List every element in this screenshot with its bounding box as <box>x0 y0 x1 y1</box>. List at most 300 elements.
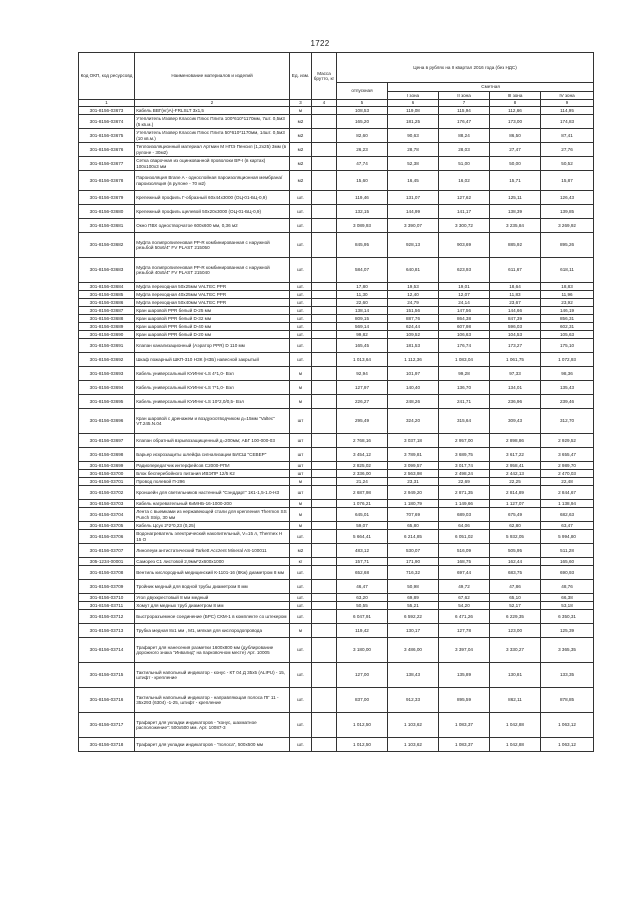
table-row <box>79 367 594 381</box>
cell-name: Кабель ВВГ(нг)А)-FRLSLT 3х1,5 <box>135 107 290 115</box>
cell-price-zone-2: 19,01 <box>439 283 490 291</box>
cell-unit: шт. <box>290 258 312 283</box>
cell-price-wholesale: 2 825,02 <box>337 462 388 470</box>
table-row <box>79 558 594 566</box>
cell-unit: шт. <box>290 291 312 299</box>
cell-price-zone-1: 1 112,36 <box>388 353 439 367</box>
cell-name: Пароизоляция Brane A - однослойная пароизоляционная мембрана/пароизоляция (в рулоне - 70 м2) <box>135 171 290 191</box>
table-row <box>79 580 594 594</box>
cell-price-zone-2: 6 051,02 <box>439 530 490 544</box>
cell-code: 301-8156-03697 <box>79 434 135 448</box>
cell-price-zone-2: 22,69 <box>439 478 490 486</box>
cell-price-zone-3: 123,00 <box>490 624 541 638</box>
cell-mass <box>312 205 337 219</box>
cell-unit: м <box>290 478 312 486</box>
cell-price-zone-3: 1 042,88 <box>490 713 541 738</box>
cell-code: 301-8156-03675 <box>79 129 135 143</box>
cell-price-zone-1: 716,32 <box>388 566 439 580</box>
cell-price-zone-4: 174,83 <box>541 115 594 129</box>
cell-price-zone-2: 127,62 <box>439 191 490 205</box>
cell-price-zone-4: 126,43 <box>541 191 594 205</box>
cell-price-zone-1: 24,79 <box>388 299 439 307</box>
cell-name: Клапан канализационный (Аэратор PPR) D 110 мм <box>135 339 290 353</box>
cell-price-zone-3: 2 898,86 <box>490 434 541 448</box>
cell-price-zone-2: 697,44 <box>439 566 490 580</box>
cell-price-zone-2: 689,03 <box>439 508 490 522</box>
cell-price-zone-3: 11,83 <box>490 291 541 299</box>
cell-price-zone-1: 69,89 <box>388 594 439 602</box>
cell-unit: шт. <box>290 688 312 713</box>
cell-price-zone-4: 18,83 <box>541 283 594 291</box>
header-mass: Масса брутто, кг <box>312 53 337 100</box>
cell-price-zone-1: 140,40 <box>388 381 439 395</box>
table-row <box>79 323 594 331</box>
cell-code: 301-8156-03676 <box>79 143 135 157</box>
cell-price-zone-2: 864,38 <box>439 315 490 323</box>
cell-code: 301-8156-03718 <box>79 738 135 752</box>
cell-price-wholesale: 46,47 <box>337 580 388 594</box>
cell-price-zone-3: 6 229,35 <box>490 610 541 624</box>
cell-price-wholesale: 652,68 <box>337 566 388 580</box>
cell-price-zone-3: 112,66 <box>490 107 541 115</box>
cell-mass <box>312 713 337 738</box>
cell-code: 301-8156-03695 <box>79 395 135 409</box>
cell-mass <box>312 115 337 129</box>
cell-price-zone-2: 3 017,74 <box>439 462 490 470</box>
cell-price-zone-1: 928,13 <box>388 233 439 258</box>
cell-price-zone-3: 23,67 <box>490 299 541 307</box>
cell-price-zone-2: 176,47 <box>439 115 490 129</box>
cell-price-zone-4: 602,31 <box>541 323 594 331</box>
cell-price-zone-4: 511,28 <box>541 544 594 558</box>
table-row <box>79 713 594 738</box>
cell-mass <box>312 544 337 558</box>
cell-name: Кран шаровой с дренажем и воздухоотводчиком д=15мм "Valtec" VT.245.N.04 <box>135 409 290 434</box>
cell-code: 301-8156-03709 <box>79 580 135 594</box>
cell-price-zone-3: 52,17 <box>490 602 541 610</box>
table-row <box>79 602 594 610</box>
cell-name: Трафарет для укладки индикаторов - "полоса", 500х500 мм <box>135 738 290 752</box>
cell-unit: кг <box>290 558 312 566</box>
cell-price-zone-3: 173,27 <box>490 339 541 353</box>
cell-price-zone-3: 173,00 <box>490 115 541 129</box>
cell-price-zone-4: 165,60 <box>541 558 594 566</box>
cell-name: Сетка сварочная из оцинкованной проволоки ВР-I (в картах) 100х100х3 мм <box>135 157 290 171</box>
cell-price-zone-4: 98,36 <box>541 367 594 381</box>
cell-price-zone-4: 125,39 <box>541 624 594 638</box>
cell-price-zone-3: 144,66 <box>490 307 541 315</box>
table-row <box>79 530 594 544</box>
cell-code: 301-8156-03708 <box>79 566 135 580</box>
cell-code: 301-8156-03692 <box>79 353 135 367</box>
cell-code: 301-8156-03717 <box>79 713 135 738</box>
cell-price-wholesale: 3 089,93 <box>337 219 388 233</box>
cell-price-zone-2: 16,02 <box>439 171 490 191</box>
cell-price-zone-1: 55,21 <box>388 602 439 610</box>
cell-name: Угол двухкрестовый 8 мм медный <box>135 594 290 602</box>
cell-price-wholesale: 119,46 <box>337 191 388 205</box>
cell-price-zone-2: 28,03 <box>439 143 490 157</box>
cell-price-zone-4: 6 350,31 <box>541 610 594 624</box>
cell-price-zone-1: 144,99 <box>388 205 439 219</box>
table-row <box>79 462 594 470</box>
cell-name: Клапан обратный взрывозащищенный д=200мм; АБГ 100-000-03 <box>135 434 290 448</box>
table-row <box>79 566 594 580</box>
cell-mass <box>312 107 337 115</box>
cell-code: 301-8156-03680 <box>79 205 135 219</box>
cell-price-zone-1: 2 563,98 <box>388 470 439 478</box>
table-row <box>79 478 594 486</box>
cell-price-wholesale: 127,97 <box>337 381 388 395</box>
cell-price-zone-2: 106,63 <box>439 331 490 339</box>
cell-mass <box>312 624 337 638</box>
cell-price-zone-3: 596,03 <box>490 323 541 331</box>
table-row <box>79 610 594 624</box>
column-number: 2 <box>135 100 290 107</box>
cell-mass <box>312 409 337 434</box>
cell-price-zone-2: 176,74 <box>439 339 490 353</box>
cell-price-wholesale: 3 454,12 <box>337 448 388 462</box>
cell-unit: шт <box>290 448 312 462</box>
table-row <box>79 115 594 129</box>
cell-code: 301-8156-03686 <box>79 299 135 307</box>
column-number: 9 <box>541 100 594 107</box>
cell-price-zone-4: 1 063,12 <box>541 738 594 752</box>
cell-name: Тактильный напольный индикатор - направляющая полоса ПГ 11 - 35х293 (6304) -1-25, штифт - крепление <box>135 688 290 713</box>
cell-price-zone-1: 19,53 <box>388 283 439 291</box>
cell-code: 301-8156-03689 <box>79 323 135 331</box>
cell-price-wholesale: 226,27 <box>337 395 388 409</box>
cell-code: 301-8156-03673 <box>79 107 135 115</box>
column-number: 5 <box>337 100 388 107</box>
cell-name: Муфта полипропиленовая PP-R комбинированная с наружной резьбой 50х6/4" FV PLAST 215050 <box>135 233 290 258</box>
cell-price-zone-1: 181,53 <box>388 339 439 353</box>
cell-code: 301-8156-03693 <box>79 367 135 381</box>
cell-price-zone-3: 134,01 <box>490 381 541 395</box>
cell-unit: м <box>290 107 312 115</box>
cell-price-wholesale: 47,74 <box>337 157 388 171</box>
cell-unit: м <box>290 381 312 395</box>
cell-price-zone-4: 690,93 <box>541 566 594 580</box>
cell-name: Утеплитель Изовер Классик Плюс Плита 100*610*1170мм, 7шт. 0,5м3 (5 кв.м.) <box>135 115 290 129</box>
cell-price-wholesale: 165,45 <box>337 339 388 353</box>
cell-price-wholesale: 50,55 <box>337 602 388 610</box>
cell-price-zone-4: 895,26 <box>541 233 594 258</box>
cell-price-zone-1: 1 103,62 <box>388 713 439 738</box>
cell-price-zone-2: 51,00 <box>439 157 490 171</box>
cell-mass <box>312 219 337 233</box>
cell-name: Муфта переходная 40х25мм VALTEC PPR <box>135 291 290 299</box>
cell-name: Трафарет для укладки индикаторов - "конус, шахматное расположение": 500х500 мм. Арт. 10087-3 <box>135 713 290 738</box>
cell-mass <box>312 331 337 339</box>
cell-price-zone-3: 847,39 <box>490 315 541 323</box>
cell-price-zone-4: 2 844,67 <box>541 486 594 500</box>
cell-unit: шт. <box>290 323 312 331</box>
cell-price-zone-3: 2 814,89 <box>490 486 541 500</box>
cell-code: 301-8156-03704 <box>79 508 135 522</box>
cell-code: 301-8156-03687 <box>79 307 135 315</box>
cell-unit: шт. <box>290 219 312 233</box>
cell-unit: шт. <box>290 638 312 663</box>
cell-name: Кран шаровой PPR белый D-32 мм <box>135 315 290 323</box>
cell-name: Кабель универсальный КУИНнг-LS 7*1,0- Вэл <box>135 381 290 395</box>
cell-price-wholesale: 15,60 <box>337 171 388 191</box>
table-row <box>79 594 594 602</box>
cell-price-zone-1: 3 037,18 <box>388 434 439 448</box>
cell-code: 301-8156-03674 <box>79 115 135 129</box>
cell-code: 301-8156-03696 <box>79 409 135 434</box>
cell-price-zone-2: 3 689,75 <box>439 448 490 462</box>
cell-price-zone-4: 2 989,70 <box>541 462 594 470</box>
cell-price-wholesale: 63,20 <box>337 594 388 602</box>
cell-price-zone-2: 67,62 <box>439 594 490 602</box>
cell-price-zone-2: 6 471,26 <box>439 610 490 624</box>
cell-price-zone-4: 87,41 <box>541 129 594 143</box>
cell-name: Кабель нагревательный КиМНБ-16-1000-200 <box>135 500 290 508</box>
cell-price-zone-1: 2 949,20 <box>388 486 439 500</box>
cell-mass <box>312 291 337 299</box>
cell-code: 301-8156-03679 <box>79 191 135 205</box>
table-row <box>79 688 594 713</box>
table-row <box>79 258 594 283</box>
cell-price-wholesale: 295,49 <box>337 409 388 434</box>
cell-name: Тройник медный для водной трубы диаметром 8 мм <box>135 580 290 594</box>
cell-mass <box>312 508 337 522</box>
cell-mass <box>312 171 337 191</box>
table-row <box>79 470 594 478</box>
cell-code: 301-8156-03703 <box>79 500 135 508</box>
cell-price-zone-3: 104,53 <box>490 331 541 339</box>
cell-price-zone-4: 1 063,12 <box>541 713 594 738</box>
cell-price-wholesale: 837,00 <box>337 688 388 713</box>
cell-price-zone-4: 114,95 <box>541 107 594 115</box>
cell-name: Кабель универсальный КУИНнг-LS 4*1,0- Вэл <box>135 367 290 381</box>
cell-price-zone-3: 1 042,88 <box>490 738 541 752</box>
header-unit: Ед. изм. <box>290 53 312 100</box>
cell-price-zone-2: 315,64 <box>439 409 490 434</box>
cell-name: Окно ПВХ одностворчатое 600х600 мм, 0,36 м2 <box>135 219 290 233</box>
cell-price-zone-2: 141,17 <box>439 205 490 219</box>
cell-price-zone-2: 54,20 <box>439 602 490 610</box>
cell-code: 301-8156-03702 <box>79 486 135 500</box>
table-row <box>79 283 594 291</box>
cell-mass <box>312 323 337 331</box>
cell-price-zone-2: 147,56 <box>439 307 490 315</box>
cell-name: Трафарет для нанесения разметки 1600х800 мм (дублирование дорожного знака "Инвалид" на парковочном месте) Арт. 10005 <box>135 638 290 663</box>
cell-mass <box>312 462 337 470</box>
cell-code: 301-8156-03677 <box>79 157 135 171</box>
cell-price-zone-2: 115,94 <box>439 107 490 115</box>
table-row <box>79 738 594 752</box>
cell-price-wholesale: 645,01 <box>337 508 388 522</box>
cell-unit: шт. <box>290 205 312 219</box>
cell-unit: м2 <box>290 129 312 143</box>
cell-mass <box>312 688 337 713</box>
cell-price-zone-2: 12,07 <box>439 291 490 299</box>
cell-unit: шт. <box>290 530 312 544</box>
cell-price-zone-3: 125,11 <box>490 191 541 205</box>
cell-price-zone-2: 136,70 <box>439 381 490 395</box>
cell-price-wholesale: 108,53 <box>337 107 388 115</box>
table-row <box>79 500 594 508</box>
cell-mass <box>312 530 337 544</box>
cell-price-wholesale: 92,94 <box>337 367 388 381</box>
cell-price-zone-4: 3 365,35 <box>541 638 594 663</box>
cell-code: 301-8156-03715 <box>79 663 135 688</box>
cell-price-zone-2: 49,72 <box>439 580 490 594</box>
table-row <box>79 353 594 367</box>
table-row <box>79 381 594 395</box>
cell-mass <box>312 307 337 315</box>
cell-price-zone-4: 63,47 <box>541 522 594 530</box>
cell-price-zone-4: 48,76 <box>541 580 594 594</box>
cell-unit: шт. <box>290 299 312 307</box>
table-header <box>79 53 594 107</box>
table-row <box>79 291 594 299</box>
cell-name: Блок бесперебойного питания ИВЭПР 12/5 К2 <box>135 470 290 478</box>
cell-price-zone-3: 505,95 <box>490 544 541 558</box>
cell-mass <box>312 143 337 157</box>
cell-price-zone-4: 878,85 <box>541 688 594 713</box>
header-code: Код ОКП, код ресурсовд <box>79 53 135 100</box>
cell-mass <box>312 129 337 143</box>
cell-mass <box>312 500 337 508</box>
cell-price-wholesale: 82,60 <box>337 129 388 143</box>
cell-price-zone-2: 168,75 <box>439 558 490 566</box>
cell-unit: шт. <box>290 331 312 339</box>
table-row <box>79 191 594 205</box>
cell-price-zone-1: 23,31 <box>388 478 439 486</box>
cell-price-zone-2: 1 149,66 <box>439 500 490 508</box>
cell-price-zone-1: 28,78 <box>388 143 439 157</box>
cell-code: 301-8156-03711 <box>79 602 135 610</box>
cell-price-zone-2: 607,98 <box>439 323 490 331</box>
cell-mass <box>312 478 337 486</box>
cell-price-zone-3: 65,10 <box>490 594 541 602</box>
cell-mass <box>312 738 337 752</box>
cell-price-zone-4: 618,11 <box>541 258 594 283</box>
table-row <box>79 307 594 315</box>
header-wholesale: отпускная <box>337 83 388 100</box>
table-row <box>79 663 594 688</box>
cell-price-zone-4: 3 269,92 <box>541 219 594 233</box>
cell-price-zone-1: 50,98 <box>388 580 439 594</box>
cell-price-zone-4: 1 072,93 <box>541 353 594 367</box>
cell-unit: м2 <box>290 544 312 558</box>
cell-price-zone-4: 133,35 <box>541 663 594 688</box>
cell-price-wholesale: 5 664,41 <box>337 530 388 544</box>
cell-price-wholesale: 11,30 <box>337 291 388 299</box>
cell-price-zone-4: 239,46 <box>541 395 594 409</box>
cell-name: Теплоизоляционный материал Артмин М НПЭ Пенсил (1,2х25) 3мм (в рулоне - 30м2) <box>135 143 290 157</box>
cell-unit: м2 <box>290 143 312 157</box>
cell-price-zone-2: 3 397,04 <box>439 638 490 663</box>
table-row <box>79 315 594 323</box>
header-zone-3: III зона <box>490 92 541 100</box>
cell-price-wholesale: 127,00 <box>337 663 388 688</box>
column-number: 6 <box>388 100 439 107</box>
cell-code: 301-8156-03710 <box>79 594 135 602</box>
header-zone-1: I зона <box>388 92 439 100</box>
cell-price-zone-3: 27,47 <box>490 143 541 157</box>
cell-unit: шт. <box>290 602 312 610</box>
cell-code: 301-8156-03678 <box>79 171 135 191</box>
cell-price-zone-1: 3 390,07 <box>388 219 439 233</box>
cell-code: 301-8156-03698 <box>79 448 135 462</box>
cell-mass <box>312 315 337 323</box>
cell-price-zone-1: 151,56 <box>388 307 439 315</box>
header-estimate-group: Сметная <box>388 83 594 92</box>
table-row <box>79 299 594 307</box>
table-row <box>79 486 594 500</box>
cell-price-zone-1: 181,25 <box>388 115 439 129</box>
column-number-row <box>79 100 594 107</box>
cell-price-wholesale: 584,07 <box>337 258 388 283</box>
cell-price-wholesale: 138,14 <box>337 307 388 315</box>
cell-price-zone-4: 139,85 <box>541 205 594 219</box>
cell-price-wholesale: 1 012,50 <box>337 738 388 752</box>
cell-code: 301-8156-03707 <box>79 544 135 558</box>
cell-price-wholesale: 2 768,16 <box>337 434 388 448</box>
cell-price-zone-3: 2 958,41 <box>490 462 541 470</box>
cell-price-zone-3: 97,33 <box>490 367 541 381</box>
cell-name: Линолеум антистатический Tarkett Acczent Mineral AS-100011 <box>135 544 290 558</box>
cell-unit: м <box>290 624 312 638</box>
cell-price-zone-1: 3 486,00 <box>388 638 439 663</box>
cell-price-zone-2: 24,14 <box>439 299 490 307</box>
cell-unit: м <box>290 508 312 522</box>
header-zone-4: IV зона <box>541 92 594 100</box>
cell-name: Кабель Цсух 2*2*0,23 (0,25) <box>135 522 290 530</box>
cell-mass <box>312 395 337 409</box>
cell-price-zone-3: 2 442,13 <box>490 470 541 478</box>
cell-price-zone-2: 88,24 <box>439 129 490 143</box>
table-row <box>79 638 594 663</box>
table-row <box>79 107 594 115</box>
column-number: 7 <box>439 100 490 107</box>
cell-price-zone-4: 175,10 <box>541 339 594 353</box>
cell-mass <box>312 663 337 688</box>
column-number: 3 <box>290 100 312 107</box>
cell-price-zone-4: 22,48 <box>541 478 594 486</box>
cell-unit: шт. <box>290 663 312 688</box>
column-number: 1 <box>79 100 135 107</box>
cell-mass <box>312 522 337 530</box>
cell-mass <box>312 339 337 353</box>
cell-code: 301-8156-03716 <box>79 688 135 713</box>
cell-price-wholesale: 845,95 <box>337 233 388 258</box>
cell-price-wholesale: 59,07 <box>337 522 388 530</box>
cell-name: Радиопередатчик интерфейсов С2000-РПИ <box>135 462 290 470</box>
cell-price-zone-1: 887,76 <box>388 315 439 323</box>
cell-price-zone-1: 912,33 <box>388 688 439 713</box>
cell-code: 301-8156-03714 <box>79 638 135 663</box>
cell-price-zone-3: 5 932,05 <box>490 530 541 544</box>
cell-price-wholesale: 483,12 <box>337 544 388 558</box>
cell-unit: м2 <box>290 171 312 191</box>
cell-price-wholesale: 26,23 <box>337 143 388 157</box>
cell-price-zone-4: 146,19 <box>541 307 594 315</box>
header-zone-2: II зона <box>439 92 490 100</box>
cell-mass <box>312 283 337 291</box>
cell-price-zone-1: 119,08 <box>388 107 439 115</box>
cell-price-zone-3: 3 330,27 <box>490 638 541 663</box>
cell-price-zone-1: 3 789,81 <box>388 448 439 462</box>
cell-name: Крепежный профиль Г-образный 60х44х3000 (ОЦ-01-БЦ-0,9) <box>135 191 290 205</box>
cell-code: 301-8156-03683 <box>79 258 135 283</box>
cell-price-zone-3: 47,86 <box>490 580 541 594</box>
cell-price-zone-2: 2 498,24 <box>439 470 490 478</box>
